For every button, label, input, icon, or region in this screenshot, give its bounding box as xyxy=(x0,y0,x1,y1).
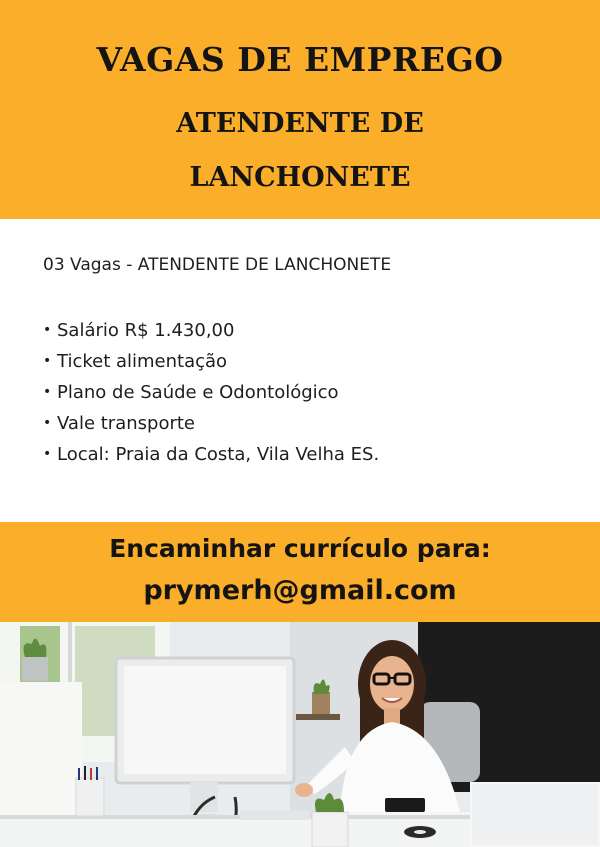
poster-title: VAGAS DE EMPREGO xyxy=(96,40,504,79)
benefit-item xyxy=(43,439,379,470)
job-details xyxy=(0,219,600,522)
contact-label: Encaminhar currículo para: xyxy=(109,534,491,563)
benefit-item xyxy=(43,377,379,408)
bullet-icon: • xyxy=(43,415,52,431)
benefit-meal-ticket: Ticket alimentação xyxy=(57,351,228,372)
header-banner xyxy=(0,0,600,219)
benefit-salary: Salário R$ 1.430,00 xyxy=(57,320,235,341)
benefits-list xyxy=(43,315,379,470)
benefit-transport: Vale transporte xyxy=(57,413,195,434)
benefit-item xyxy=(43,346,379,377)
benefit-health-plan: Plano de Saúde e Odontológico xyxy=(57,382,339,403)
bullet-icon: • xyxy=(43,446,52,462)
job-title-line-2: LANCHONETE xyxy=(189,162,411,193)
contact-banner xyxy=(0,522,600,622)
office-photo xyxy=(0,622,600,847)
bullet-icon: • xyxy=(43,322,52,338)
job-summary: 03 Vagas - ATENDENTE DE LANCHONETE xyxy=(43,255,392,275)
benefit-item xyxy=(43,315,379,346)
contact-email: prymerh@gmail.com xyxy=(143,575,457,606)
bullet-icon: • xyxy=(43,384,52,400)
benefit-item xyxy=(43,408,379,439)
job-title-line-1: ATENDENTE DE xyxy=(176,108,424,139)
office-woman-photo-icon xyxy=(0,622,600,847)
bullet-icon: • xyxy=(43,353,52,369)
benefit-location: Local: Praia da Costa, Vila Velha ES. xyxy=(57,444,380,465)
